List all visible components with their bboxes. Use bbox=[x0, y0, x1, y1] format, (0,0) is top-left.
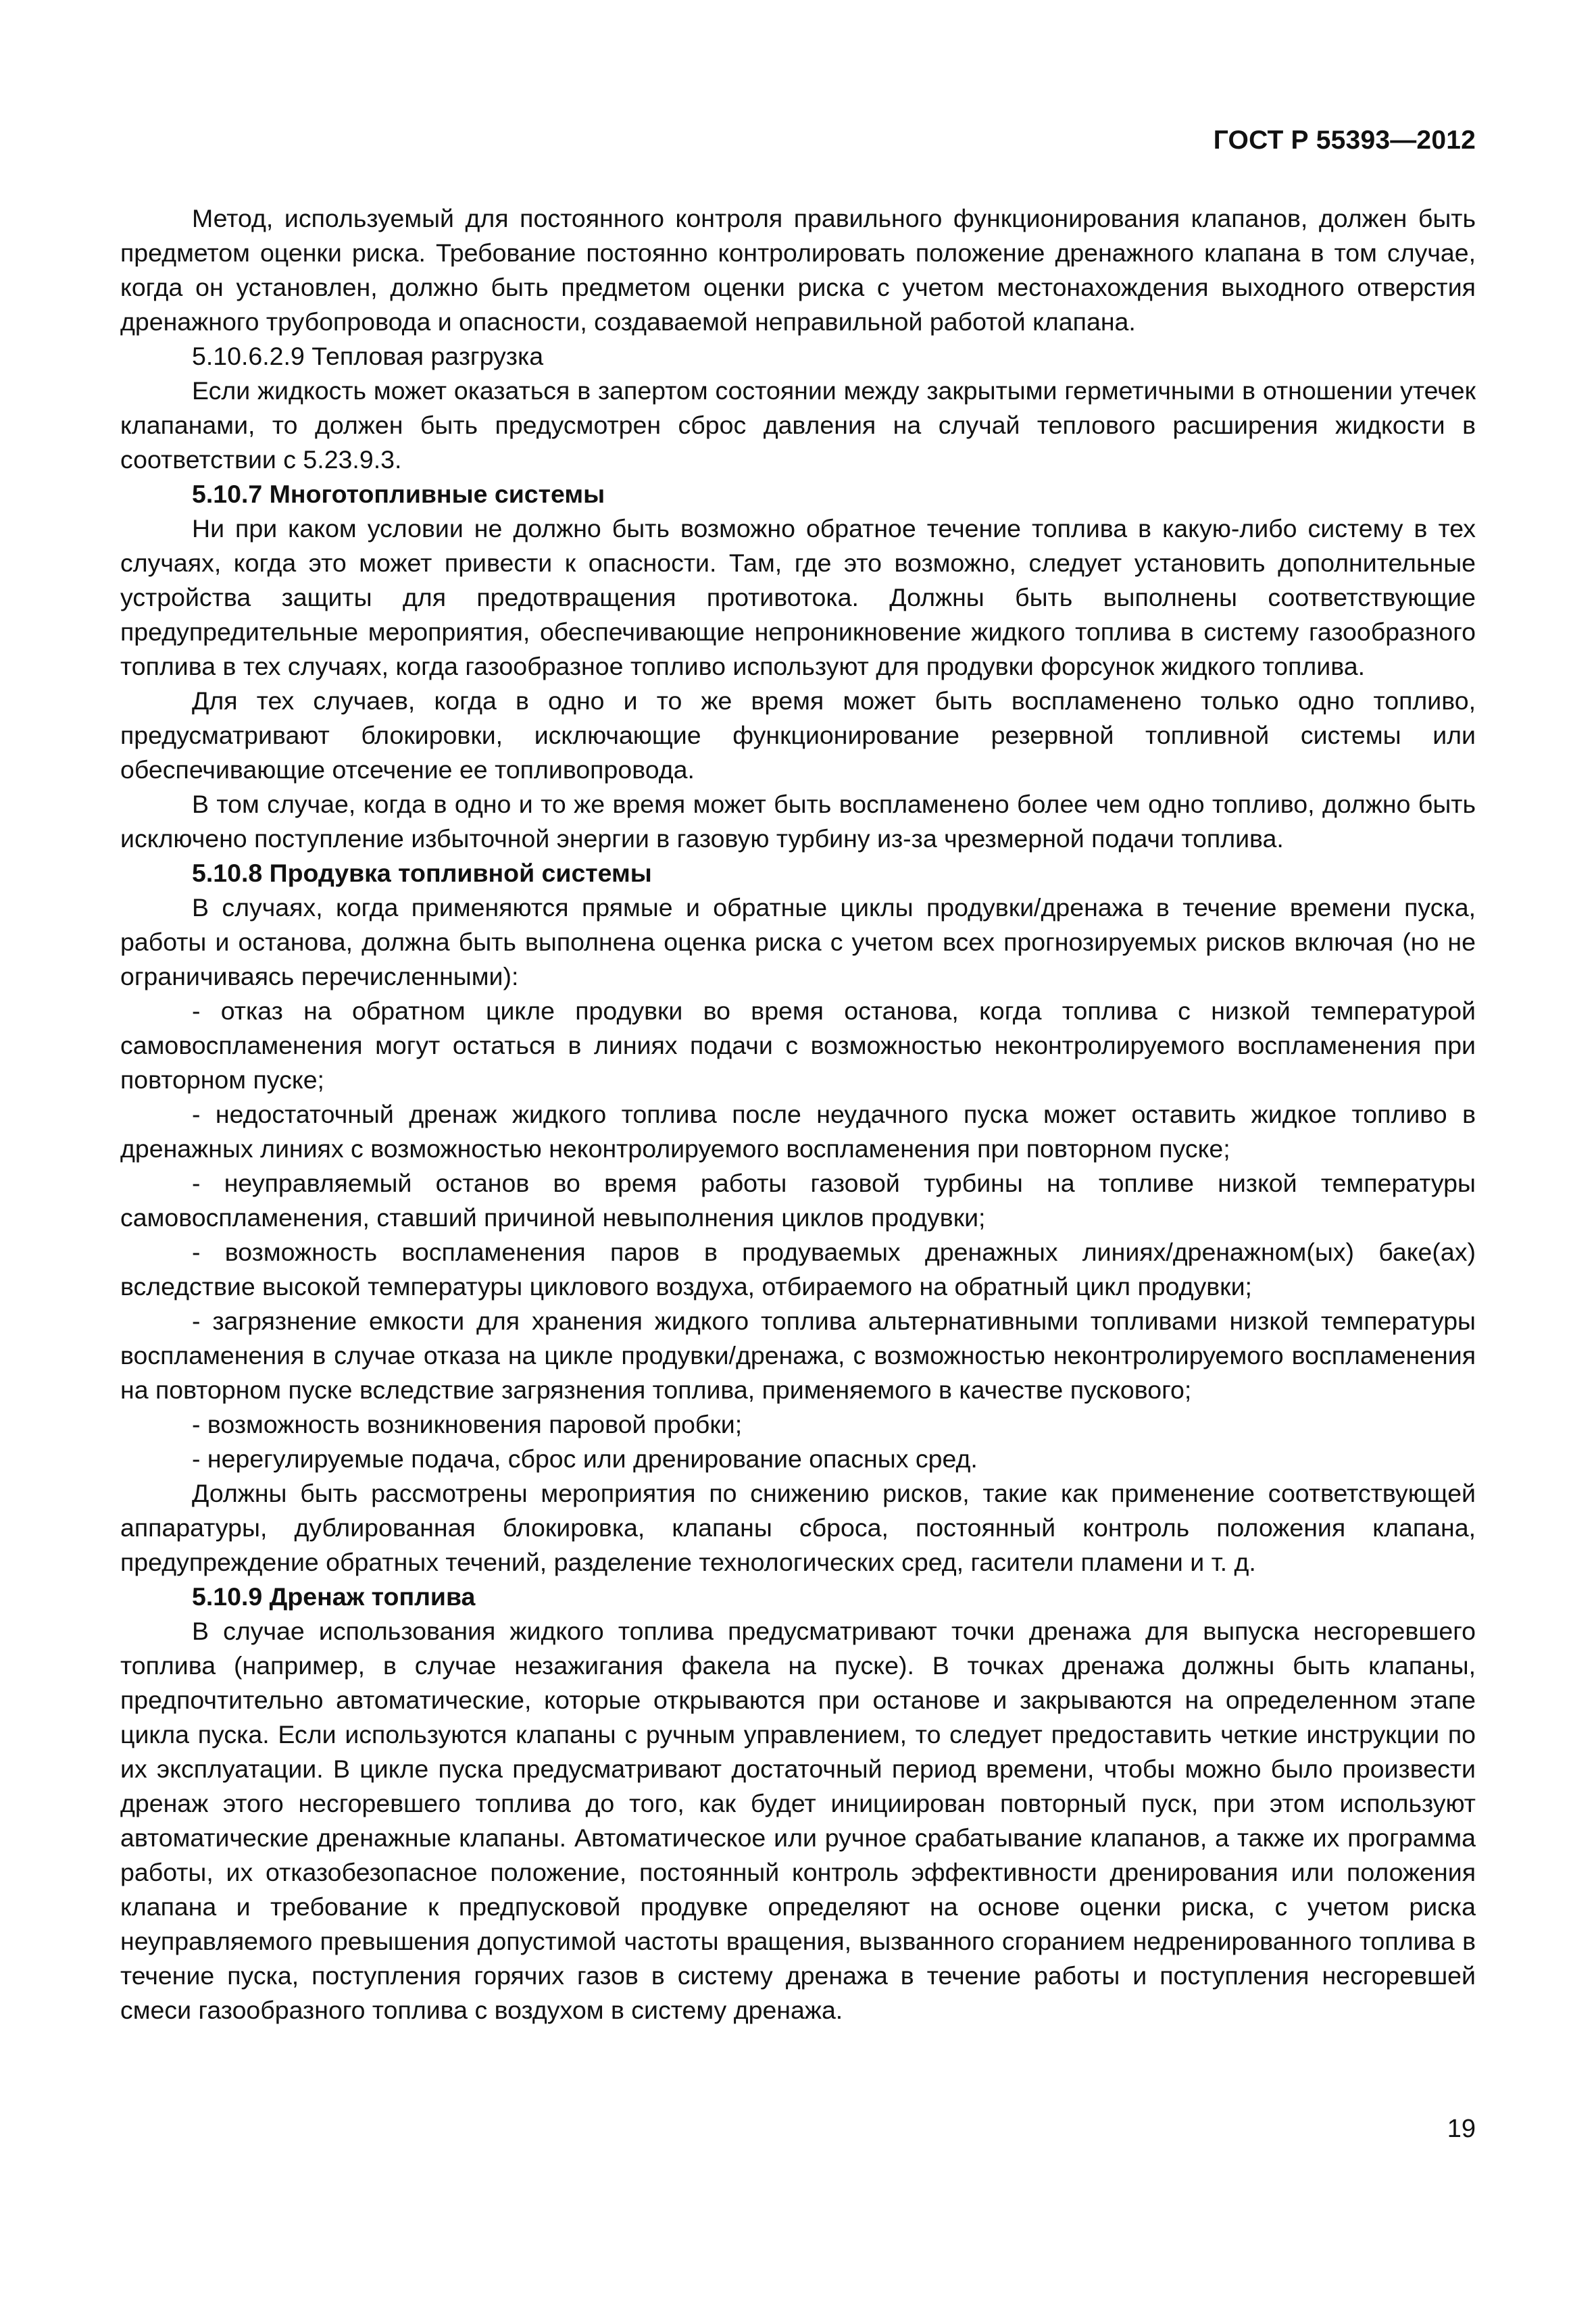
paragraph-backflow: Ни при каком условии не должно быть возможно обратное течение топлива в какую-либо систему в тех случаях, когда это может привести к опасности. Там, где это возможно, следует установить дополнительные устройства защиты для предотвращения противотока. Должны быть выполнены соответствующие предупредительные мероприятия, обеспечивающие непроникновение жидкого топлива в систему газообразного топлива в тех случаях, когда газообразное топливо используют для продувки форсунок жидкого топлива. bbox=[120, 514, 1476, 680]
section-heading-drainage: 5.10.9 Дренаж топлива bbox=[192, 1582, 476, 1611]
section-heading-purge: 5.10.8 Продувка топливной системы bbox=[192, 859, 652, 887]
paragraph-purge-intro: В случаях, когда применяются прямые и обратные циклы продувки/дренажа в течение времени пуска, работы и останова, должна быть выполнена оценка риска с учетом всех прогнозируемых рисков включая (но не ограничиваясь перечисленными): bbox=[120, 893, 1476, 990]
list-item: - загрязнение емкости для хранения жидкого топлива альтернативными топливами низкой температуры воспламенения в случае отказа на цикле продувки/дренажа, с возможностью неконтролируемого воспламенения на повторном пуске вследствие загрязнения топлива, применяемого в качестве пускового; bbox=[120, 1307, 1476, 1404]
paragraph-multiple-fuel: В том случае, когда в одно и то же время может быть воспламенено более чем одно топливо, должно быть исключено поступление избыточной энергии в газовую турбину из-за чрезмерной подачи топлива. bbox=[120, 790, 1476, 853]
document-id-header: ГОСТ Р 55393—2012 bbox=[1213, 126, 1476, 155]
list-item: - отказ на обратном цикле продувки во время останова, когда топлива с низкой температурой самовоспламенения могут остаться в линиях подачи с возможностью неконтролируемого воспламенения при повторном пуске; bbox=[120, 997, 1476, 1094]
paragraph-single-fuel: Для тех случаев, когда в одно и то же время может быть воспламенено только одно топливо, предусматривают блокировки, исключающие функционирование резервной топливной системы или обеспечивающие отсечение ее топливопровода. bbox=[120, 686, 1476, 784]
paragraph-risk-mitigation: Должны быть рассмотрены мероприятия по снижению рисков, такие как применение соответствующей аппаратуры, дублированная блокировка, клапаны сброса, постоянный контроль положения клапана, предупреждение обратных течений, разделение технологических сред, гасители пламени и т. д. bbox=[120, 1479, 1476, 1576]
page-number: 19 bbox=[1447, 2115, 1476, 2143]
list-item: - недостаточный дренаж жидкого топлива после неудачного пуска может оставить жидкое топливо в дренажных линиях с возможностью неконтролируемого воспламенения при повторном пуске; bbox=[120, 1100, 1476, 1163]
list-item: - нерегулируемые подача, сброс или дренирование опасных сред. bbox=[192, 1444, 978, 1473]
document-body bbox=[120, 201, 1476, 2028]
paragraph-thermal-relief: Если жидкость может оказаться в запертом состоянии между закрытыми герметичными в отношении утечек клапанами, то должен быть предусмотрен сброс давления на случай теплового расширения жидкости в соответствии с 5.23.9.3. bbox=[120, 376, 1476, 474]
subsection-title-thermal-relief: 5.10.6.2.9 Тепловая разгрузка bbox=[192, 342, 544, 370]
list-item: - неуправляемый останов во время работы газовой турбины на топливе низкой температуры самовоспламенения, ставший причиной невыполнения циклов продувки; bbox=[120, 1169, 1476, 1232]
list-item: - возможность воспламенения паров в продуваемых дренажных линиях/дренажном(ых) баке(ах) вследствие высокой температуры циклового воздуха, отбираемого на обратный цикл продувки; bbox=[120, 1238, 1476, 1301]
paragraph-drainage: В случае использования жидкого топлива предусматривают точки дренажа для выпуска несгоревшего топлива (например, в случае незажигания факела на пуске). В точках дренажа должны быть клапаны, предпочтительно автоматические, которые открываются при останове и закрываются на определенном этапе цикла пуска. Если используются клапаны с ручным управлением, то следует предоставить четкие инструкции по их эксплуатации. В цикле пуска предусматривают достаточный период времени, чтобы можно было произвести дренаж этого несгоревшего топлива до того, как будет инициирован повторный пуск, при этом используют автоматические дренажные клапаны. Автоматическое или ручное срабатывание клапанов, а также их программа работы, их отказобезопасное положение, постоянный контроль эффективности дренирования или положения клапана и требование к предпусковой продувке определяют на основе оценки риска, с учетом риска неуправляемого превышения допустимой частоты вращения, вызванного сгоранием недренированного топлива в течение пуска, поступления горячих газов в систему дренажа в течение работы и поступления несгоревшей смеси газообразного топлива с воздухом в систему дренажа. bbox=[120, 1617, 1476, 2024]
paragraph-valve-monitoring: Метод, используемый для постоянного контроля правильного функционирования клапанов, должен быть предметом оценки риска. Требование постоянно контролировать положение дренажного клапана в том случае, когда он установлен, должно быть предметом оценки риска с учетом местонахождения выходного отверстия дренажного трубопровода и опасности, создаваемой неправильной работой клапана. bbox=[120, 204, 1476, 336]
list-item: - возможность возникновения паровой пробки; bbox=[192, 1410, 743, 1438]
section-heading-multifuel: 5.10.7 Многотопливные системы bbox=[192, 480, 605, 508]
